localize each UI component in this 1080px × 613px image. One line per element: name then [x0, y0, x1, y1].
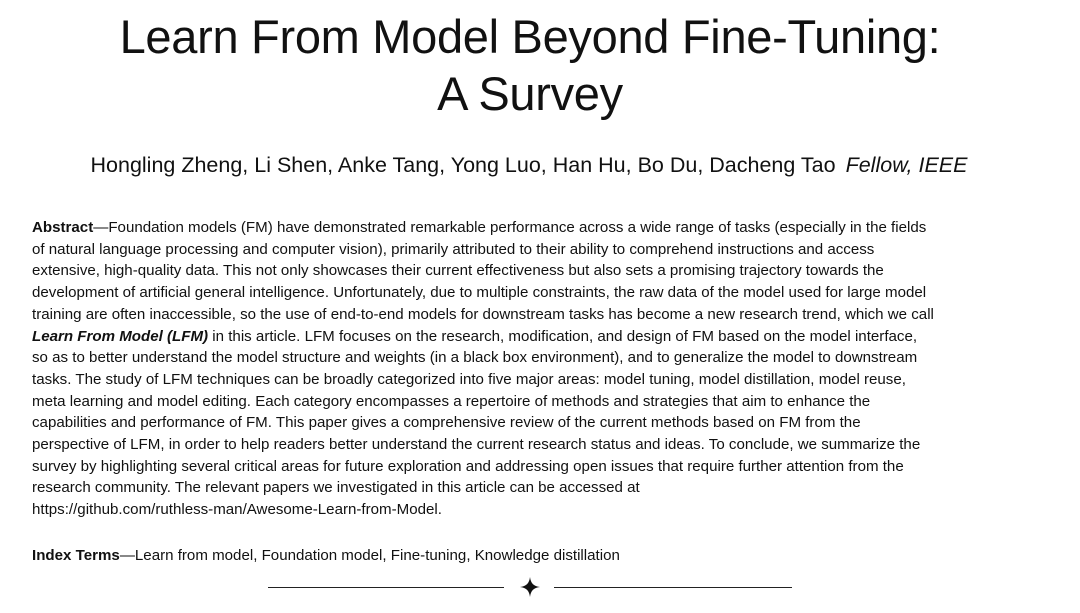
abstract-line: training are often inaccessible, so the use of end-to-end models for downstream tasks has become a new research trend, which we call: [32, 305, 934, 323]
abstract-line: tasks. The study of LFM techniques can be broadly categorized into five major areas: model tuning, model distillation, model reuse,: [32, 370, 906, 388]
index-terms-label: Index Terms: [32, 547, 120, 564]
abstract-line-text: in this article. LFM focuses on the research, modification, and design of FM based on the model interface,: [212, 327, 918, 345]
divider-rule-left: [268, 587, 504, 588]
abstract-line: survey by highlighting several critical areas for future exploration and addressing open issues that require further attention from the: [32, 457, 904, 475]
abstract-line: perspective of LFM, in order to help readers better understand the current research status and ideas. To conclude, we summarize the: [32, 436, 921, 454]
abstract-label: Abstract: [32, 219, 94, 236]
lfm-term: Learn From Model (LFM): [32, 327, 209, 345]
index-terms-text: —Learn from model, Foundation model, Fine-tuning, Knowledge distillation: [119, 547, 620, 564]
abstract-line: [32, 326, 1052, 348]
abstract-line: capabilities and performance of FM. This paper gives a comprehensive review of the current methods based on FM from the: [32, 414, 861, 432]
abstract-line: of natural language processing and computer vision), primarily attributed to their ability to comprehend instructions and access: [32, 240, 875, 258]
abstract-line: development of artificial general intelligence. Unfortunately, due to multiple constraints, the raw data of the model used for large model: [32, 284, 927, 302]
abstract-line: extensive, high-quality data. This not only showcases their current effectiveness but also sets a promising trajectory towards the: [32, 262, 884, 280]
index-terms: [32, 545, 1052, 567]
title-line-2: A Survey: [437, 67, 623, 120]
paper-title: [0, 8, 1060, 122]
abstract: [32, 217, 1052, 521]
section-divider: [268, 576, 792, 600]
divider-rule-right: [554, 587, 792, 588]
fellow-designation: Fellow, IEEE: [845, 153, 968, 177]
author-list: [0, 151, 1058, 179]
abstract-line: so as to better understand the model structure and weights (in a black box environment), and to generalize the model to downstream: [32, 349, 918, 367]
title-line-1: Learn From Model Beyond Fine-Tuning:: [119, 10, 941, 63]
four-point-star-icon: [520, 577, 540, 597]
repository-link[interactable]: https://github.com/ruthless-man/Awesome-Learn-from-Model.: [32, 501, 442, 519]
abstract-line: research community. The relevant papers we investigated in this article can be accessed at: [32, 479, 640, 497]
abstract-line-text: —Foundation models (FM) have demonstrated remarkable performance across a wide range of tasks (especially in the fields: [93, 219, 927, 236]
abstract-line: [32, 217, 1052, 239]
author-names: Hongling Zheng, Li Shen, Anke Tang, Yong Luo, Han Hu, Bo Du, Dacheng Tao: [90, 153, 836, 177]
abstract-line: meta learning and model editing. Each category encompasses a repertoire of methods and strategies that aim to enhance the: [32, 392, 871, 410]
